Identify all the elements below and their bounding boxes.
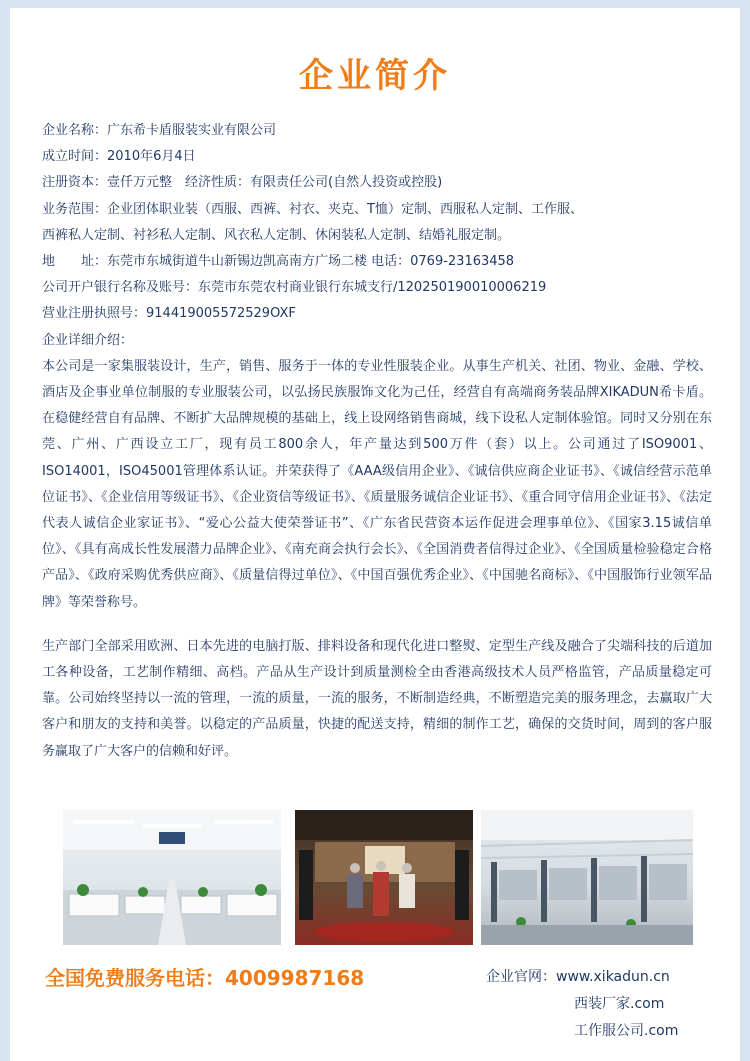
photo-strip — [63, 810, 693, 945]
address-phone: 地 址：东莞市东城街道牛山新锡边凯高南方广场二楼 电话：0769-23163458 — [42, 254, 515, 270]
company-profile-body — [42, 118, 712, 765]
intro-paragraph: 本公司是一家集服装设计，生产，销售、服务于一体的专业性服装企业。从事生产机关、社团、物业、金融、学校、酒店及企事业单位制服的专业服装公司，以弘扬民族服饰文化为己任，经营自有高端商务装品牌XIKADUN希卡盾。在稳健经营自有品牌、不断扩大品牌规模的基础上，线上设网络销售商城，线下设私人定制体验馆。同时又分别在东莞、广州、广西设立工厂，现有员工800余人，年产量达到500万件（套）以上。公司通过了ISO9001、ISO14001，ISO45001管理体系认证。并荣获得了《AAA级信用企业》、《诚信供应商企业证书》、《诚信经营示范单位证书》、《企业信用等级证书》、《企业资信等级证书》、《质量服务诚信企业证书》、《重合同守信用企业证书》、《法定代表人诚信企业家证书》、“爱心公益大使荣誉证书”、《广东省民营资本运作促进会理事单位》、《国家3.15诚信单位》、《具有高成长性发展潜力品牌企业》、《南充商会执行会长》、《全国消费者信得过企业》、《全国质量检验稳定合格产品》、《政府采购优秀供应商》、《质量信得过单位》、《中国百强优秀企业》、《中国驰名商标》、《中国服饰行业领军品牌》等荣誉称号。 — [42, 358, 712, 610]
detail-heading: 企业详细介绍： — [42, 332, 134, 348]
suit-manufacturer-website[interactable]: 西装厂家.com — [574, 996, 665, 1012]
official-website[interactable]: 企业官网：www.xikadun.cn — [486, 969, 670, 985]
business-scope-line-2: 西裤私人定制、衬衫私人定制、风衣私人定制、休闲装私人定制、结婚礼服定制。 — [42, 227, 511, 243]
paragraph-spacer — [42, 616, 712, 634]
left-border-band — [0, 0, 10, 1061]
website-list — [486, 964, 678, 1045]
workwear-company-website[interactable]: 工作服公司.com — [574, 1023, 679, 1039]
business-scope-line-1: 业务范围：企业团体职业装（西服、西裤、衬衣、夹克、T恤）定制、西服私人定制、工作服、 — [42, 201, 583, 217]
factory-workshop-photo — [63, 810, 281, 945]
founded-date: 成立时间：2010年6月4日 — [42, 149, 196, 165]
production-paragraph: 生产部门全部采用欧洲、日本先进的电脑打版、排料设备和现代化进口整熨、定型生产线及融合了尖端科技的后道加工各种设备，工艺制作精细、高档。产品从生产设计到质量测检全由香港高级技术人员严格监管，产品质量稳定可靠。公司始终坚持以一流的管理，一流的质量，一流的服务，不断制造经典，不断塑造完美的服务理念，去赢取广大客户和朋友的支持和美誉。以稳定的产品质量，快捷的配送支持，精细的制作工艺，确保的交货时间，周到的客户服务赢取了广大客户的信赖和好评。 — [42, 638, 712, 759]
registered-capital: 注册资本：壹仟万元整 经济性质：有限责任公司(自然人投资或控股) — [42, 175, 443, 191]
business-license: 营业注册执照号：914419005572529OXF — [42, 306, 296, 322]
bank-account: 公司开户银行名称及账号：东莞市东莞农村商业银行东城支行/120250190010006219 — [42, 280, 547, 296]
free-service-hotline: 全国免费服务电话：4009987168 — [45, 966, 365, 990]
company-name: 企业名称：广东希卡盾服装实业有限公司 — [42, 123, 277, 138]
right-border-band — [740, 0, 750, 1061]
production-line-photo — [481, 810, 693, 945]
page-title: 企业简介 — [299, 56, 451, 96]
showroom-photo — [295, 810, 473, 945]
top-border-band — [0, 0, 750, 8]
